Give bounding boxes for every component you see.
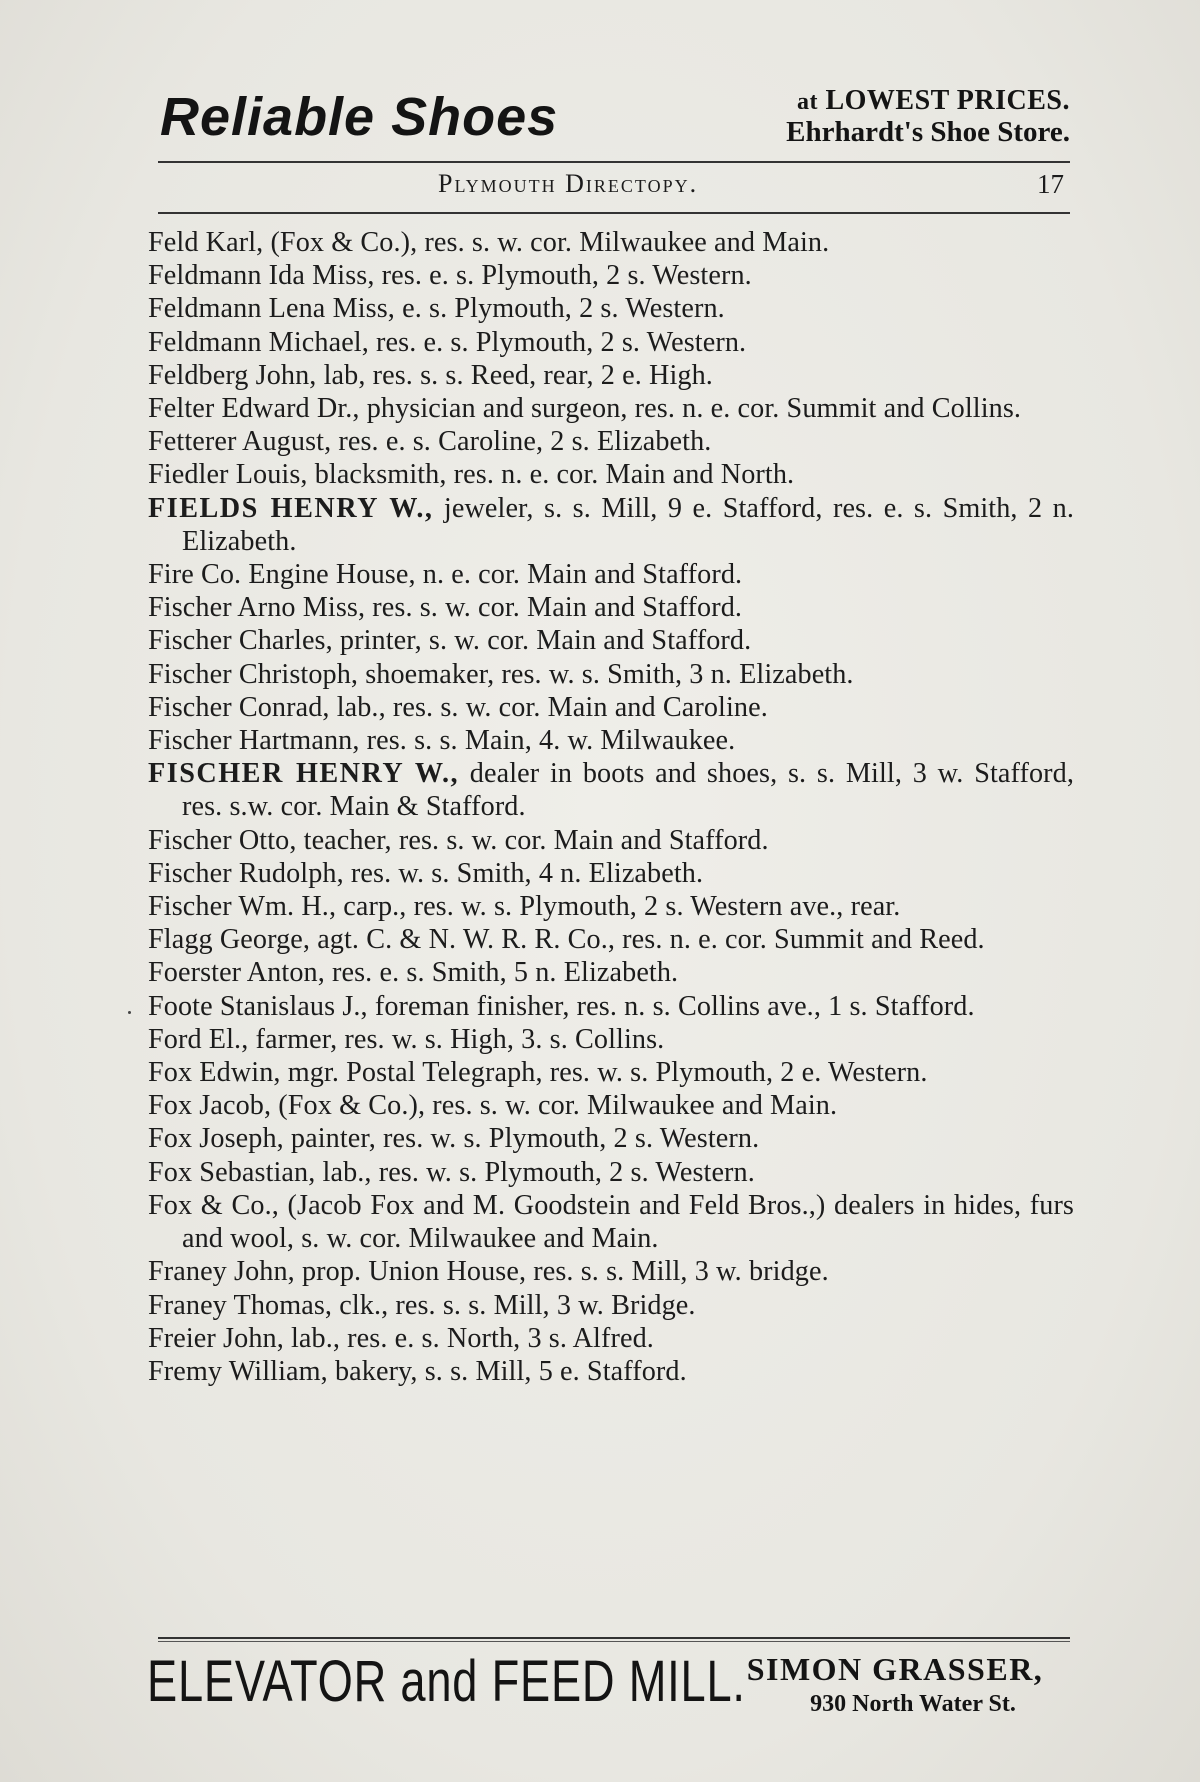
- entry-text: Felter Edward Dr., physician and surgeon, res. n. e. cor. Summit and Collins.: [148, 393, 1022, 425]
- directory-entry: [148, 956, 1074, 989]
- reliable-shoes-ad-text: Reliable Shoes: [160, 87, 559, 147]
- entry-text: Freier John, lab., res. e. s. North, 3 s. Alfred.: [148, 1322, 654, 1354]
- entry-text: Fischer Charles, printer, s. w. cor. Main and Stafford.: [148, 625, 752, 657]
- entry-text: dealer in boots and shoes, s. s. Mill, 3 w. Stafford, res. s.w. cor. Main & Stafford.: [182, 758, 1074, 823]
- entry-text: Feld Karl, (Fox & Co.), res. s. w. cor. Milwaukee and Main.: [148, 227, 830, 258]
- entry-text: Fischer Hartmann, res. s. s. Main, 4. w. Milwaukee.: [148, 725, 736, 757]
- entry-text: Fischer Christoph, shoemaker, res. w. s. Smith, 3 n. Elizabeth.: [148, 658, 854, 690]
- header-rule-top: [158, 161, 1070, 163]
- at-prefix: at: [796, 89, 818, 115]
- running-title: Plymouth Directopy.: [438, 169, 699, 198]
- ink-speck: [128, 1011, 131, 1014]
- entry-text: Fetterer August, res. e. s. Caroline, 2 s. Elizabeth.: [148, 426, 712, 458]
- directory-entry: [148, 1355, 1074, 1388]
- directory-entry: [148, 1289, 1074, 1322]
- entry-bold-name: FIELDS HENRY W.,: [148, 492, 434, 524]
- entry-text: Fire Co. Engine House, n. e. cor. Main and Stafford.: [148, 559, 743, 591]
- entry-text: jeweler, s. s. Mill, 9 e. Stafford, res. e. s. Smith, 2 n. Elizabeth.: [182, 492, 1074, 557]
- directory-entry: [148, 1122, 1074, 1155]
- entry-text: Feldmann Lena Miss, e. s. Plymouth, 2 s. Western.: [148, 293, 725, 325]
- directory-entry: [148, 591, 1074, 624]
- directory-entry: [148, 923, 1074, 956]
- footer-rule-thin: [158, 1641, 1070, 1642]
- directory-entry: [148, 724, 1074, 757]
- directory-entry: [148, 824, 1074, 857]
- entry-text: Fox & Co., (Jacob Fox and M. Goodstein and Feld Bros.,) dealers in hides, furs and wool, s. w. cor. Milwaukee and Main.: [148, 1189, 1074, 1255]
- entry-text: Fox Joseph, painter, res. w. s. Plymouth, 2 s. Western.: [148, 1123, 760, 1155]
- entry-text: Fiedler Louis, blacksmith, res. n. e. cor. Main and North.: [148, 459, 795, 491]
- directory-entry: [148, 1056, 1074, 1089]
- lowest-prices-text: LOWEST PRICES.: [825, 85, 1070, 116]
- footer-rule: [158, 1637, 1070, 1639]
- elevator-feed-mill-ad-text: ELEVATOR and FEED MILL.: [147, 1649, 746, 1714]
- directory-entry: [148, 757, 1074, 823]
- entry-text: Fischer Otto, teacher, res. s. w. cor. Main and Stafford.: [148, 824, 769, 856]
- entry-text: Fox Sebastian, lab., res. w. s. Plymouth, 2 s. Western.: [148, 1156, 755, 1188]
- directory-entry: [148, 326, 1074, 359]
- simon-grasser-ad-text: [715, 1649, 1075, 1719]
- directory-entry: [148, 359, 1074, 392]
- directory-entry: [148, 890, 1074, 923]
- directory-entry: [148, 857, 1074, 890]
- entry-text: Ford El., farmer, res. w. s. High, 3. s. Collins.: [148, 1023, 665, 1055]
- page-number: 17: [1037, 169, 1064, 199]
- entry-text: Fischer Arno Miss, res. s. w. cor. Main and Stafford.: [148, 592, 743, 624]
- running-head: [158, 167, 1070, 207]
- advertiser-name: SIMON GRASSER,: [746, 1651, 1044, 1687]
- entry-text: Fox Edwin, mgr. Postal Telegraph, res. w. s. Plymouth, 2 e. Western.: [148, 1057, 928, 1089]
- advertiser-address: 930 North Water St.: [810, 1691, 1016, 1717]
- directory-entry: [148, 492, 1074, 558]
- directory-entry: [148, 1023, 1074, 1056]
- directory-entry: [148, 458, 1074, 491]
- directory-entry: [148, 425, 1074, 458]
- entry-text: Fischer Wm. H., carp., res. w. s. Plymouth, 2 s. Western ave., rear.: [148, 891, 901, 923]
- directory-entry: [148, 292, 1074, 325]
- directory-entry: [148, 226, 1074, 259]
- entry-text: Feldmann Michael, res. e. s. Plymouth, 2 s. Western.: [148, 326, 747, 358]
- entry-text: Fox Jacob, (Fox & Co.), res. s. w. cor. Milwaukee and Main.: [148, 1090, 838, 1122]
- entry-text: Fremy William, bakery, s. s. Mill, 5 e. Stafford.: [148, 1355, 687, 1387]
- shoe-store-ad-text: [786, 86, 1070, 147]
- directory-entry: [148, 259, 1074, 292]
- entry-text: Foote Stanislaus J., foreman finisher, res. n. s. Collins ave., 1 s. Stafford.: [148, 990, 975, 1022]
- entry-text: Fischer Conrad, lab., res. s. w. cor. Main and Caroline.: [148, 691, 768, 723]
- store-name-line: Ehrhardt's Shoe Store.: [786, 116, 1070, 148]
- entry-text: Franey Thomas, clk., res. s. s. Mill, 3 w. Bridge.: [148, 1289, 696, 1321]
- directory-entry: [148, 1255, 1074, 1288]
- directory-entry: [148, 1156, 1074, 1189]
- header-rule-bottom: [158, 212, 1070, 214]
- bottom-advertisement: [145, 1645, 1075, 1735]
- directory-entry: [148, 1189, 1074, 1255]
- top-advertisement: [160, 86, 1070, 148]
- directory-entry: [148, 558, 1074, 591]
- directory-entry: [148, 624, 1074, 657]
- directory-entry: [148, 691, 1074, 724]
- entry-text: Feldmann Ida Miss, res. e. s. Plymouth, 2 s. Western.: [148, 260, 752, 292]
- directory-entry: [148, 1322, 1074, 1355]
- directory-entry: [148, 392, 1074, 425]
- entry-bold-name: FISCHER HENRY W.,: [148, 758, 460, 790]
- entry-text: Feldberg John, lab, res. s. s. Reed, rear, 2 e. High.: [148, 359, 713, 391]
- lowest-prices-line: [786, 86, 1070, 117]
- entry-text: Flagg George, agt. C. & N. W. R. R. Co., res. n. e. cor. Summit and Reed.: [148, 924, 985, 956]
- directory-entries: [148, 226, 1074, 1388]
- entry-text: Foerster Anton, res. e. s. Smith, 5 n. Elizabeth.: [148, 957, 679, 989]
- entry-text: Franey John, prop. Union House, res. s. s. Mill, 3 w. bridge.: [148, 1256, 829, 1288]
- directory-entry: [148, 1089, 1074, 1122]
- directory-entry: [148, 990, 1074, 1023]
- entry-text: Fischer Rudolph, res. w. s. Smith, 4 n. Elizabeth.: [148, 857, 704, 889]
- directory-entry: [148, 658, 1074, 691]
